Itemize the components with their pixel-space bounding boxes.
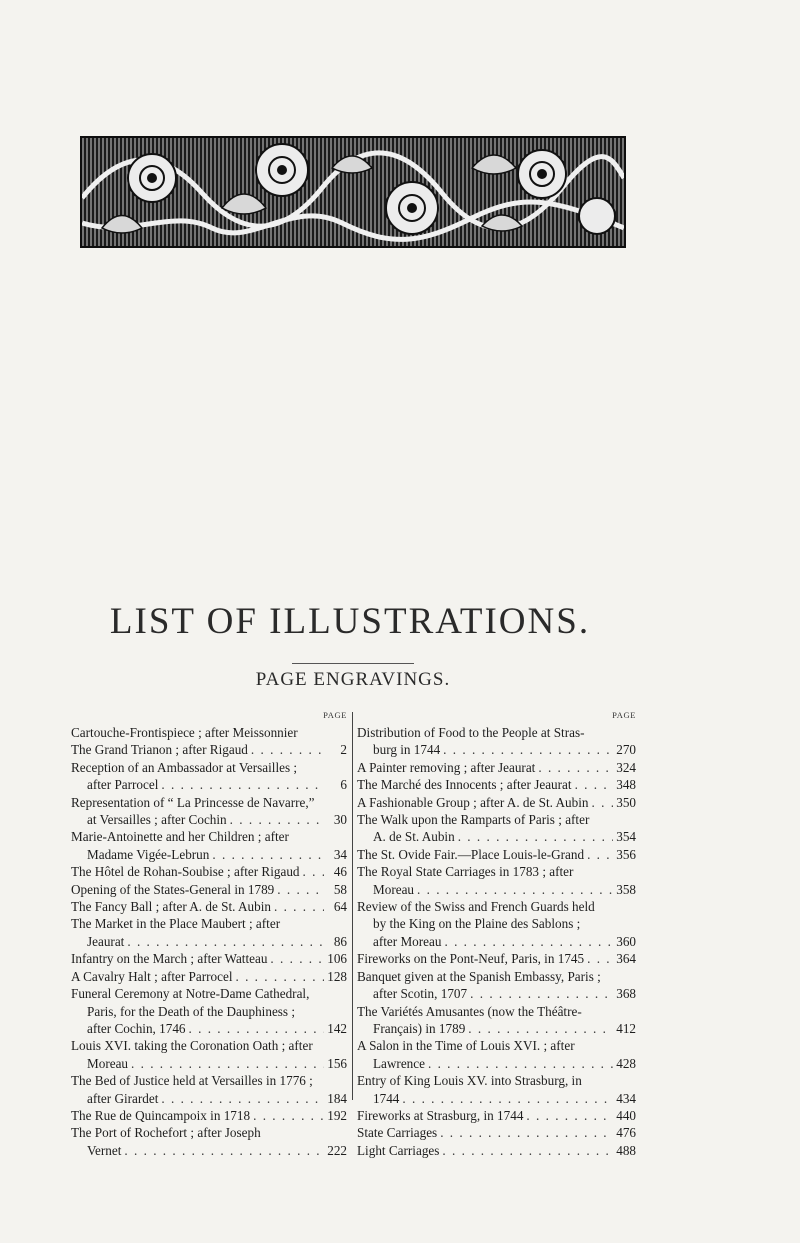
illustration-entry: [71, 759, 347, 794]
illustration-entry: [71, 1124, 347, 1159]
floral-ornament-banner: [80, 136, 626, 248]
entry-title-line: Marie-Antoinette and her Children ; after: [71, 829, 289, 845]
page-number: 350: [616, 794, 636, 810]
dot-leader: [575, 776, 613, 793]
dot-leader: [212, 846, 324, 863]
dot-leader: [402, 1090, 613, 1107]
dot-leader: [428, 1055, 613, 1072]
entry-title-line: 1744: [373, 1090, 400, 1106]
dot-leader: [124, 1142, 324, 1159]
entry-title-line: The Bed of Justice held at Versailles in 1776 ;: [71, 1073, 313, 1089]
dot-leader: [587, 846, 613, 863]
page-number: 412: [616, 1020, 636, 1036]
illustration-entry: [71, 1072, 347, 1107]
illustration-entry: [71, 898, 347, 915]
illustration-entry: [71, 1107, 347, 1124]
entry-title-line: The Grand Trianon ; after Rigaud: [71, 742, 248, 758]
illustration-entry: [71, 828, 347, 863]
illustration-entry: [71, 863, 347, 880]
entry-title-line: Jeaurat: [87, 933, 125, 949]
page-number: 30: [333, 812, 347, 828]
illustration-entry: [357, 724, 636, 759]
entry-title-line: after Parrocel: [87, 777, 159, 793]
page-number: 86: [333, 933, 347, 949]
title-rule: [292, 663, 414, 664]
illustration-entry: [357, 898, 636, 950]
entry-title-line: The Royal State Carriages in 1783 ; after: [357, 864, 574, 880]
page-number: 354: [616, 829, 636, 845]
page-number: 358: [616, 881, 636, 897]
section-subtitle: PAGE ENGRAVINGS.: [255, 669, 451, 690]
page-number: 64: [333, 899, 347, 915]
dot-leader: [468, 1020, 613, 1037]
page-number: 476: [616, 1125, 636, 1141]
illustration-entry: [71, 741, 347, 758]
entry-title-line: Infantry on the March ; after Watteau: [71, 951, 268, 967]
entry-title-line: Moreau: [87, 1055, 129, 1071]
page-number: 58: [333, 881, 347, 897]
illustration-entry: [357, 759, 636, 776]
dot-leader: [161, 1090, 324, 1107]
entry-title-line: Light Carriages: [357, 1142, 440, 1158]
page-number: 222: [327, 1142, 347, 1158]
dot-leader: [587, 950, 613, 967]
illustration-entry: [357, 776, 636, 793]
entry-title-line: Cartouche-Frontispiece ; after Meissonnier: [71, 725, 298, 740]
entry-title-line: after Girardet: [87, 1090, 159, 1106]
entry-title-line: A Fashionable Group ; after A. de St. Aubin: [357, 794, 589, 810]
page-number: 106: [327, 951, 347, 967]
page-number: 488: [616, 1142, 636, 1158]
entry-title-line: after Cochin, 1746: [87, 1020, 186, 1036]
illustration-entry: [357, 1142, 636, 1159]
illustration-entry: [71, 881, 347, 898]
entry-title-line: after Moreau: [373, 933, 442, 949]
entry-title-line: A Painter removing ; after Jeaurat: [357, 759, 536, 775]
entry-title-line: Madame Vigée-Lebrun: [87, 846, 210, 862]
page-number: 364: [616, 951, 636, 967]
dot-leader: [526, 1107, 613, 1124]
dot-leader: [303, 863, 324, 880]
dot-leader: [592, 794, 614, 811]
page-number: 6: [340, 777, 347, 793]
dot-leader: [443, 741, 613, 758]
illustration-entry: [357, 863, 636, 898]
entry-title-line: The Marché des Innocents ; after Jeaurat: [357, 777, 572, 793]
dot-leader: [442, 1142, 613, 1159]
entry-title-line: burg in 1744: [373, 742, 441, 758]
entry-title-line: by the King on the Plaine des Sablons ;: [373, 916, 581, 932]
dot-leader: [440, 1124, 613, 1141]
page-number: 2: [340, 742, 347, 758]
illustration-entry: [71, 724, 347, 741]
illustrations-list-right: [357, 708, 636, 1159]
illustration-entry: [71, 794, 347, 829]
illustrations-list-left: [71, 708, 347, 1159]
entry-title-line: Moreau: [373, 881, 415, 897]
illustration-entry: [357, 846, 636, 863]
entry-title-line: Fireworks on the Pont-Neuf, Paris, in 1745: [357, 951, 585, 967]
page-title: LIST OF ILLUSTRATIONS.: [109, 601, 591, 642]
page-number: 440: [616, 1107, 636, 1123]
illustration-entry: [357, 950, 636, 967]
entry-title-line: Representation of “ La Princesse de Navarre,”: [71, 794, 315, 810]
dot-leader: [127, 933, 324, 950]
entry-title-line: Louis XVI. taking the Coronation Oath ; after: [71, 1038, 313, 1054]
dot-leader: [253, 1107, 324, 1124]
illustration-entry: [357, 1107, 636, 1124]
entry-title-line: Fireworks at Strasburg, in 1744: [357, 1107, 524, 1123]
entry-title-line: Distribution of Food to the People at Stras-: [357, 725, 585, 740]
page-number: 356: [616, 846, 636, 862]
illustration-entry: [357, 811, 636, 846]
entry-title-line: A Cavalry Halt ; after Parrocel: [71, 968, 233, 984]
dot-leader: [417, 881, 613, 898]
rose-scroll-ornament-icon: [82, 138, 624, 246]
illustration-entry: [357, 794, 636, 811]
entry-title-line: Reception of an Ambassador at Versailles ;: [71, 759, 298, 775]
dot-leader: [161, 776, 324, 793]
dot-leader: [235, 968, 324, 985]
illustration-entry: [71, 985, 347, 1037]
column-divider: [352, 712, 353, 1100]
illustration-entry: [357, 968, 636, 1003]
entry-title-line: Lawrence: [373, 1055, 425, 1071]
entry-title-line: A Salon in the Time of Louis XVI. ; after: [357, 1038, 575, 1054]
dot-leader: [444, 933, 613, 950]
illustration-entry: [71, 950, 347, 967]
page-number: 184: [327, 1090, 347, 1106]
illustration-entry: [357, 1003, 636, 1038]
entry-title-line: The Rue de Quincampoix in 1718: [71, 1107, 251, 1123]
entry-title-line: Review of the Swiss and French Guards held: [357, 899, 595, 915]
entry-title-line: Vernet: [87, 1142, 122, 1158]
dot-leader: [270, 950, 324, 967]
illustration-entry: [71, 968, 347, 985]
entry-title-line: The Market in the Place Maubert ; after: [71, 916, 281, 932]
entry-title-line: The St. Ovide Fair.—Place Louis-le-Grand: [357, 846, 585, 862]
entry-title-line: The Variétés Amusantes (now the Théâtre-: [357, 1003, 582, 1019]
page-number: 192: [327, 1107, 347, 1123]
page-number: 128: [327, 968, 347, 984]
entry-title-line: after Scotin, 1707: [373, 986, 468, 1002]
page-number: 434: [616, 1090, 636, 1106]
entry-title-line: Paris, for the Death of the Dauphiness ;: [87, 1003, 296, 1019]
page-column-header: PAGE: [323, 710, 347, 720]
entry-title-line: The Walk upon the Ramparts of Paris ; after: [357, 812, 590, 828]
dot-leader: [470, 985, 613, 1002]
entry-title-line: Opening of the States-General in 1789: [71, 881, 275, 897]
illustration-entry: [71, 1037, 347, 1072]
entry-title-line: Français) in 1789: [373, 1020, 466, 1036]
page-number: 156: [327, 1055, 347, 1071]
entry-title-line: State Carriages: [357, 1125, 438, 1141]
page-number: 46: [333, 864, 347, 880]
entry-title-line: Funeral Ceremony at Notre-Dame Cathedral,: [71, 986, 310, 1002]
dot-leader: [131, 1055, 324, 1072]
illustration-entry: [357, 1037, 636, 1072]
entry-title-line: The Fancy Ball ; after A. de St. Aubin: [71, 899, 271, 915]
dot-leader: [189, 1020, 324, 1037]
page-number: 360: [616, 933, 636, 949]
entry-title-line: Banquet given at the Spanish Embassy, Paris ;: [357, 968, 601, 984]
illustration-entry: [357, 1072, 636, 1107]
illustration-entry: [357, 1124, 636, 1141]
entry-title-line: A. de St. Aubin: [373, 829, 455, 845]
page-number: 348: [616, 777, 636, 793]
page-number: 34: [333, 846, 347, 862]
page-number: 270: [616, 742, 636, 758]
dot-leader: [230, 811, 324, 828]
page-number: 142: [327, 1020, 347, 1036]
page-column-header: PAGE: [612, 710, 636, 720]
dot-leader: [251, 741, 324, 758]
dot-leader: [538, 759, 613, 776]
page-number: 368: [616, 986, 636, 1002]
entry-title-line: The Port of Rochefort ; after Joseph: [71, 1125, 261, 1141]
illustration-entry: [71, 915, 347, 950]
entry-title-line: Entry of King Louis XV. into Strasburg, in: [357, 1073, 582, 1089]
page-number: 324: [616, 759, 636, 775]
page-number: 428: [616, 1055, 636, 1071]
dot-leader: [274, 898, 324, 915]
dot-leader: [277, 881, 324, 898]
dot-leader: [458, 828, 613, 845]
entry-title-line: The Hôtel de Rohan-Soubise ; after Rigaud: [71, 864, 300, 880]
entry-title-line: at Versailles ; after Cochin: [87, 812, 227, 828]
